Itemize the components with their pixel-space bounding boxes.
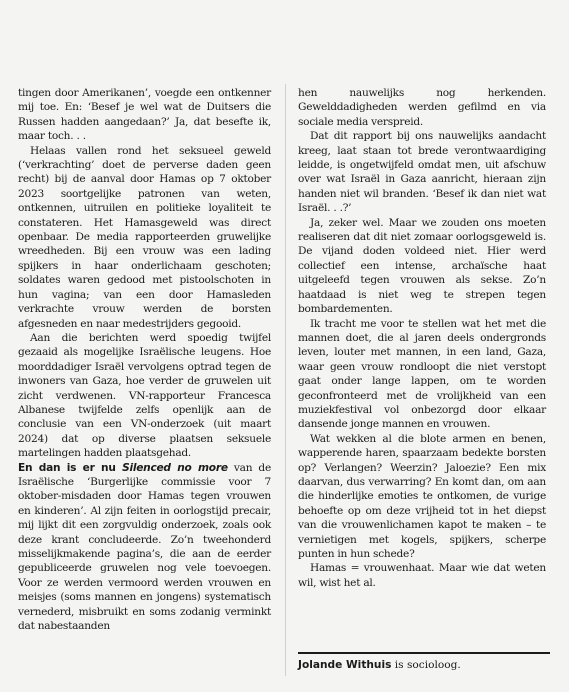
paragraph: Wat wekken al die blote armen en benen, wapperende haren, spaarzaam bedekte borsten op? Verlangen? Weerzin? Jaloezie? Een mix daarvan, dus verwarring? En komt dan, om aan die hinderlijke emoties te ontkomen, de vurige behoefte op om deze vrijheid tot in het diepst van die vrouwenlichamen kapot te maken – te vernietigen met kogels, spijkers, scherpe punten in hun schede?	[298, 432, 546, 560]
paragraph-text: van de Israëlische ‘Burgerlijke commissie voor 7 oktober-misdaden door Hamas tegen vrouwen en kinderen’. Al zijn feiten in oorlogstijd precair, mij lijkt dit een zorgvuldig onderzoek, zoals ook deze krant concludeerde. Zo’n tweehonderd misselijkmakende pagina’s, die aan de eerder gepubliceerde gruwelen nog vele toevoegen. Voor ze werden vermoord werden vrouwen en meisjes (soms mannen en jongens) systematisch vernederd, misbruikt en soms zodanig verminkt dat nabestaanden	[18, 461, 271, 633]
lead-in: En dan is er nu	[18, 461, 123, 474]
byline	[298, 658, 550, 672]
paragraph: Dat dit rapport bij ons nauwelijks aandacht kreeg, laat staan tot brede verontwaardiging leidde, is ongetwijfeld omdat men, uit afschuw over wat Israël in Gaza aanricht, hieraan zijn handen niet wil branden. ‘Besef ik dan niet wat Israël. . .?’	[298, 130, 546, 215]
paragraph: hen nauwelijks nog herkenden. Gewelddadigheden werden gefilmd en via sociale media verspreid.	[298, 87, 546, 128]
paragraph: Ja, zeker wel. Maar we zouden ons moeten realiseren dat dit niet zomaar oorlogsgeweld is. De vijand doden voldeed niet. Hier werd collectief een intense, archaïsche haat uitgeleefd tegen vrouwen als sekse. Zo’n haatdaad is niet weg te strepen tegen bombardementen.	[298, 216, 546, 316]
report-title: Silenced no more	[122, 461, 228, 474]
paragraph: Helaas vallen rond het seksueel geweld (‘verkrachting’ doet de perverse daden geen recht) bij de aanval door Hamas op 7 oktober 2023 soortgelijke patronen van weten, ontkennen, uitruilen en politieke loyaliteit te constateren. Het Hamasgeweld was direct openbaar. De media rapporteerden gruwelijke wreedheden. Bij een vrouw was een lading spijkers in haar onderlichaam geschoten; soldates waren gedood met pistoolschoten in hun vagina; van een door Hamasleden verkrachte vrouw werden de borsten afgesneden en naar medestrijders gegooid.	[18, 144, 271, 330]
paragraph-with-lead	[18, 461, 271, 634]
author-description: is socioloog.	[391, 659, 461, 671]
paragraph: Aan die berichten werd spoedig twijfel gezaaid als mogelijke Israëlische leugens. Hoe moorddadiger Israël vervolgens optrad tegen de inwoners van Gaza, hoe verder de gruwelen uit zicht verdwenen. VN-rapporteur Francesca Albanese twijfelde zelfs openlijk aan de conclusie van een VN-onderzoek (uit maart 2024) dat op diverse plaatsen seksuele martelingen hadden plaatsgehad.	[18, 331, 271, 460]
article-column-right	[298, 86, 546, 590]
article-column-left	[18, 86, 271, 633]
column-divider	[285, 84, 286, 676]
paragraph: Ik tracht me voor te stellen wat het met die mannen doet, die al jaren deels ondergronds leven, louter met mannen, in een land, Gaza, waar geen vrouw rondloopt die niet verstopt gaat onder lange lappen, om te worden geconfronteerd met de vrolijkheid van een muziekfestival vol onbezorgd door elkaar dansende jonge mannen en vrouwen.	[298, 317, 546, 431]
paragraph: Hamas = vrouwenhaat. Maar wie dat weten wil, wist het al.	[298, 562, 546, 589]
paragraph: tingen door Amerikanen’, voegde een ontkenner mij toe. En: ‘Besef je wel wat de Duitsers die Russen hadden aangedaan?’ Ja, dat besefte ik, maar toch. . .	[18, 87, 271, 143]
byline-rule	[298, 652, 550, 654]
author-name: Jolande Withuis	[298, 659, 392, 671]
